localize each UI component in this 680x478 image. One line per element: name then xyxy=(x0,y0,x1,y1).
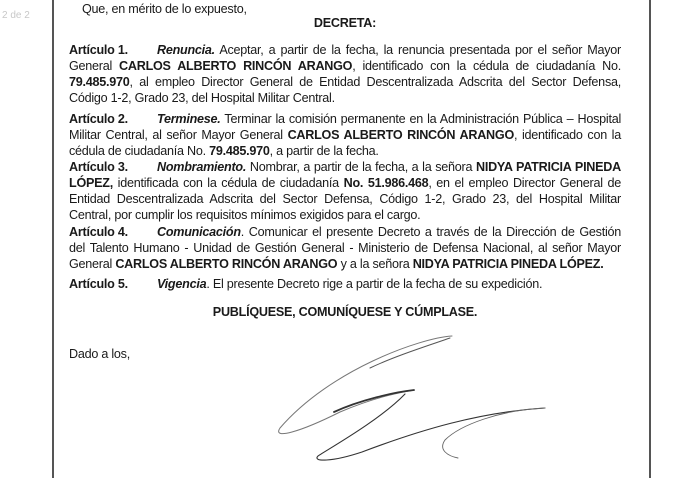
article-label: Artículo 1. xyxy=(69,43,128,57)
article-text: , al empleo Director General de Entidad Descentralizada Adscrita del Sector Defensa, Código 1-2, Grado 23, del Hospital Militar Central. xyxy=(69,75,621,105)
article-text: , identificado con la cédula de ciudadanía No. xyxy=(352,59,621,73)
article-title: Vigencia xyxy=(157,277,207,291)
article-label: Artículo 2. xyxy=(69,112,128,126)
decree-heading: DECRETA: xyxy=(313,16,377,30)
article-text: , en el empleo Director General de Entidad Descentralizada Adscrita del Sector Defensa, Código 1-2, Grado 23, del Hospital Militar Central, por cumplir los requisitos mínimos exigidos para el cargo. xyxy=(69,176,621,222)
article-bold: 79.485.970 xyxy=(209,144,270,158)
article-bold: NIDYA PATRICIA PINEDA LÓPEZ. xyxy=(412,257,604,271)
article-text: . Comunicar el presente Decreto a través de la Dirección de Gestión del Talento Humano - Unidad de Gestión General - Ministerio de Defensa Nacional, al señor Mayor General xyxy=(69,225,621,271)
page-indicator: 2 de 2 xyxy=(2,10,30,21)
article-bold: CARLOS ALBERTO RINCÓN ARANGO xyxy=(119,59,353,73)
article-text: Nombrar, a partir de la fecha, a la señora xyxy=(246,160,476,174)
article-text: . El presente Decreto rige a partir de la fecha de su expedición. xyxy=(206,277,543,291)
article-bold: NIDYA PATRICIA PINEDA LÓPEZ, xyxy=(69,160,621,190)
article-label: Artículo 5. xyxy=(69,277,128,291)
article-text: Aceptar, a partir de la fecha, la renuncia presentada por el señor Mayor General xyxy=(69,43,621,73)
closing-formula: PUBLÍQUESE, COMUNÍQUESE Y CÚMPLASE. xyxy=(212,305,478,319)
article-text: , a partir de la fecha. xyxy=(269,144,379,158)
article-text: , identificado con la cédula de ciudadanía No. xyxy=(69,128,621,158)
article-label: Artículo 3. xyxy=(69,160,128,174)
article-text: identificada con la cédula de ciudadanía xyxy=(112,176,344,190)
article-bold: CARLOS ALBERTO RINCÓN ARANGO xyxy=(287,128,514,142)
article-bold: 79.485.970 xyxy=(69,75,130,89)
article-title: Renuncia. xyxy=(157,43,215,57)
article-bold: CARLOS ALBERTO RINCÓN ARANGO xyxy=(115,257,338,271)
intro-text: Que, en mérito de lo expuesto, xyxy=(82,2,247,16)
article-title: Terminese. xyxy=(157,112,221,126)
article-bold: No. 51.986.468 xyxy=(343,176,429,190)
article-title: Comunicación xyxy=(157,225,241,239)
article-text: y a la señora xyxy=(337,257,413,271)
article-text: Terminar la comisión permanente en la Administración Pública – Hospital Militar Central, al señor Mayor General xyxy=(69,112,621,142)
article-title: Nombramiento. xyxy=(157,160,247,174)
article-label: Artículo 4. xyxy=(69,225,128,239)
dated-text: Dado a los, xyxy=(69,347,130,361)
